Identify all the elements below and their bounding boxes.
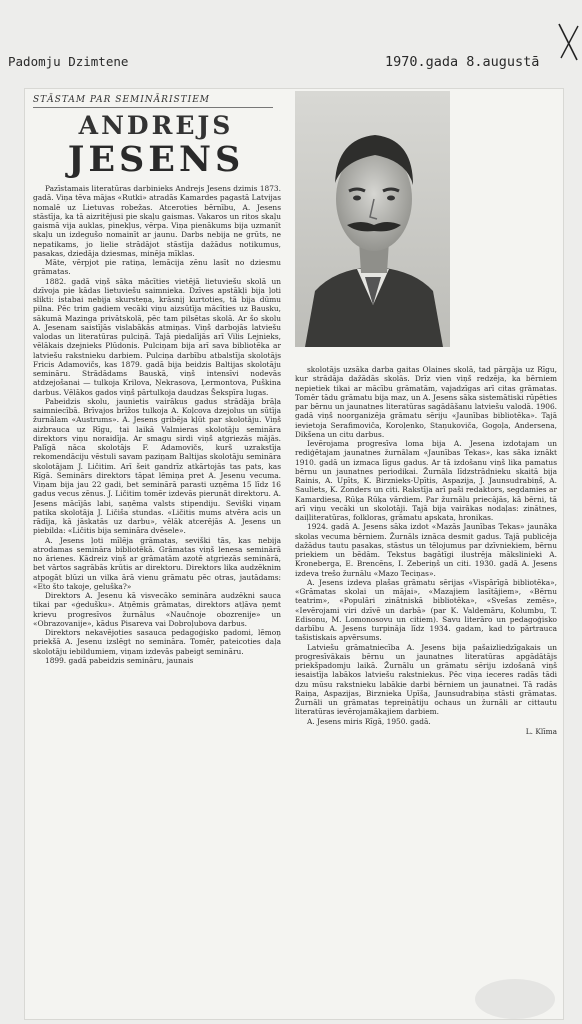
article-kicker: STĀSTAM PAR SEMINĀRISTIEM: [33, 95, 273, 108]
article-paragraph: A. Jesens izdeva plašas grāmatu sērijas «Vispārīgā bibliotēka», «Grāmatas skolai un mājai», «Mazajiem lasītājiem», «Bērnu teatrim», «Populāri zinātniskā bibliotēka», «Svešas zemēs», «Ievērojami viri dzīvē un darbā» (par K. Valdemāru, Kolumbu, T. Edisonu, M. Lomonosovu un citiem). Savu literāro un pedagoģisko darbību A. Jesens turpināja līdz 1934. gadam, kad to pārtrauca tašistiskais apvērsums.: [295, 577, 557, 643]
newspaper-clipping: [24, 88, 564, 1020]
article-paragraph: A. Jesens miris Rīgā, 1950. gadā.: [307, 716, 431, 726]
article-title-last-name: JESENS: [67, 139, 245, 180]
article-paragraph: Māte, vērpjot pie ratiņa, lemācija zēnu lasīt no dziesmu grāmatas.: [33, 258, 281, 277]
article-paragraph: Latviešu grāmatniecība A. Jesens bija pašaizliedzīgakais un progresīvākais bērnu un jaunatnes literatūras apgādātājs priekšpadomju laikā. Žurnālu un grāmatu sēriju izdošanā viņš iesaistīja labākos latviešu rakstniekus. Pēc viņa ieceres radās tādi dzu mūsu rakstnieku labākie darbi bērniem un jaunatnei. Tā radās Raiņa, Aspazijas, Birznieka Upīša, Jaunsudrabiņa stāsti grāmatas. Žurnāli un grāmatas tepreiņātiju ochaus un žurnāli ar cittautu literatūras ievērojamākajiem darbiem.: [295, 642, 557, 717]
article-paragraph: Pazīstamais literatūras darbinieks Andrejs Jesens dzimis 1873. gadā. Viņa tēva mājas «Rutki» atradās Kamardes pagastā Latvijas nomalē uz Lietuvas robežas. Atceroties bērnību, A. Jesens stāstīja, ka tā aizritējusi pie skaļu gaismas. Vakaros un ritos skaļu gaismā vija auklas, pinekļus, vērpa. Viņa pienākums bija uzmanīt skaļu un izdegušo nomainīt ar jaunu. Darbs nebija ne grūts, ne nepatikams, jo lielie strādājot stāstīja dažādus notikumus, pasakas, dziedāja dziesmas, minēja mīklas.: [33, 184, 281, 258]
article-paragraph: Direktors nekavējoties sasauca pedagoģisko padomi, lēmoņ priekšā A. Jesenu izslēgt no semināra. Tomēr, pateicoties daļa skolotāju iebildumiem, viņam izdevās pabeigt semināru.: [33, 628, 281, 656]
article-paragraph: 1924. gadā A. Jesens sāka izdot «Mazās Jaunības Tekas» jaunāka skolas vecuma bērniem. Žurnāls iznāca desmit gadus. Tajā publicēja dažādus tautu pasakas, stāstus un tēlojumus par dzīvniekiem, bērnu priekiem un bēdām. Tekstus bagātīgi ilustrēja mākslinieki A. Kroneberga, E. Brencēns, I. Zeberiņš un citi. 1930. gadā A. Jesens izdeva trešo žurnālu «Mazo Teciņas».: [295, 522, 557, 578]
article-title-first-name: ANDREJS: [78, 111, 234, 140]
article-paragraph: Ievērojama progresīva loma bija A. Jesena izdotajam un rediģētajam jaunatnes žurnālam «Jaunības Tekas», kas sāka iznākt 1910. gadā un izmaca līgus gadus. Ar tā izdošanu viņš lika pamatus bērnu un jaunatnes periodikai. Žurnāla līdzstrādnieku skaitā bija Rainis, A. Upīts, K. Birznieks-Upītis, Aspazija, J. Jaunsudrabiņš, A. Sauliets, K. Zonders un citi. Rakstīja arī paši redaktors, segdamies ar Kamardiesa, Rūķa Rūķa vārdiem. Par žurnālu priecājās, kā bērni, tā arī viņu vecāki un skolotāji. Tajā bija vairākas nodaļas: zinātnes, daiļliteratūras, folkloras, grāmatu apskata, hronikas.: [295, 439, 557, 522]
newspaper-name: Padomju Dzimtene: [8, 54, 129, 69]
article-paragraph: skolotājs uzsāka darba gaitas Olaines skolā, tad pārgāja uz Rīgu, kur strādāja dažādās skolās. Drīz vien viņš redzēja, ka bērniem nepietiek tikai ar mācību grāmatām, vajadzīgas arī citas grāmatas. Tomēr tādu grāmatu bija maz, un A. Jesens sāka sistemātiski rūpēties par bērnu un jaunatnes literatūras sagādāšanu latviešu valodā. 1906. gadā viņš noorganizēja grāmatu sēriju «Jaunības bibliotēka». Tajā ievietoja Serafimoviča, Koroļenko, Staņukoviča, Gogoļa, Andersena, Dikšena un citu darbus.: [295, 365, 557, 439]
article-paragraph: A. Jesens ļoti mīlēja grāmatas, seviški tās, kas nebija atrodamas semināra bibliotēkā. Grāmatas viņš lenesa seminārā no ārienes. Kādreiz viņš ar grāmatām azotē atgriezās seminārā, bet vārtos sagrābās krūtis ar direktoru. Direktors lika audzēknim atpogāt blūzi un vilka ārā vienu grāmatu pēc otras, jautādams: «Eto što takoje, geluška?»: [33, 535, 281, 591]
handwritten-cross-mark: [555, 22, 581, 62]
article-paragraph: Pabeidzis skolu, jaunietis vairākus gadus strādāja brāļa saimniecībā. Brīvajos brīžos tulkoja A. Koļcova dzejolus un sūtīja žurnālam «Austrums». A. Jesens gribēja kļūt par skolotāju. Viņš aizbrauca uz Rīgu, tai laikā Valmieras skolotāju semināra direktors viņu noraidīja. Ar smagu sirdi viņš atgriezās mājās. Palīgā nāca skolotājs F. Adamovičs, kurš uzrakstīja rekomendāciju vēstuli savam paziņam Baltijas skolotāju semināra skolotājam J. Ličitim. Arī šeit gandrīz atkārtojās tas pats, kas Rīgā. Seminārs direktors tāpat lēmiņa pret A. Jesenu vecuma. Viņam bija jau 22 gadi, bet seminārā parasti uzņēma 15 līdz 16 gadus vecus zēnus. J. Ličitim tomēr izdevās pierunāt direktoru. A. Jesens mācījās labi, saņēma valsts stipendiju. Seviški viņam patika skolotāja J. Ličiša stundas. «Ličitis mums atvēra acis un rādīja, kā jāskatās uz darbu», vēlāk atcerējās A. Jesens un piebilda: «Ličitis bija semināra dvēsele».: [33, 396, 281, 536]
article-column-right: [295, 365, 557, 1015]
article-column-left: [33, 184, 281, 1014]
author-signature: L. Klīma: [525, 726, 557, 736]
publication-date: 1970.gada 8.augustā: [385, 54, 540, 70]
newspaper-header: [0, 54, 582, 76]
paper-smudge: [475, 979, 555, 1019]
article-paragraph: 1899. gadā pabeidzis semināru, jaunais: [45, 655, 194, 665]
portrait-photo: [295, 91, 450, 347]
article-paragraph: 1882. gadā viņš sāka mācīties vietējā lietuviešu skolā un dzīvoja pie kādas lietuviešu saimnieka. Dzīves apstākļi bija ļoti slikti: istabai nebija skursteņa, krāsnij kurtoties, tā bija dūmu pilna. Pēc trim gadiem vecāki viņu aizsūtīja mācīties uz Bausku, sākumā Mazinga privātskolā, pēc tam pilsētas skolā. Ar šo skolu A. Jesenam saistījās vislabākās atmiņas. Viņš darbojās latviešu valodas un literatūras pulciņā. Tajā piedalījās arī Vilis Lejnieks, vēlākais dzejnieks Plūdonis. Pulciņam bija arī sava bibliotēka ar latviešu rakstnieku darbiem. Pulciņa darbību atbalstīja skolotājs Fricis Adamovičs, kas 1879. gadā bija beidzis Baltijas skolotāju semināru. Strādādams Bauskā, viņš intensīvi nodevās atdzejošanai — tulkoja Krilova, Ņekrasova, Ļermontova, Puškina darbus. Vēlākos gados viņš pārtulkoja daudzas Šekspīra lugas.: [33, 276, 281, 397]
article-paragraph: Direktors A. Jesenu kā visvecāko semināra audzēkni sauca tikai par «ģedušku». Atņēmis grāmatas, direktors atļāva ņemt krievu progresīvos žurnālus «Naučnoje obozrenije» un «Obrazovanije», kādus Pisareva vai Dobroļubova darbus.: [33, 591, 281, 628]
